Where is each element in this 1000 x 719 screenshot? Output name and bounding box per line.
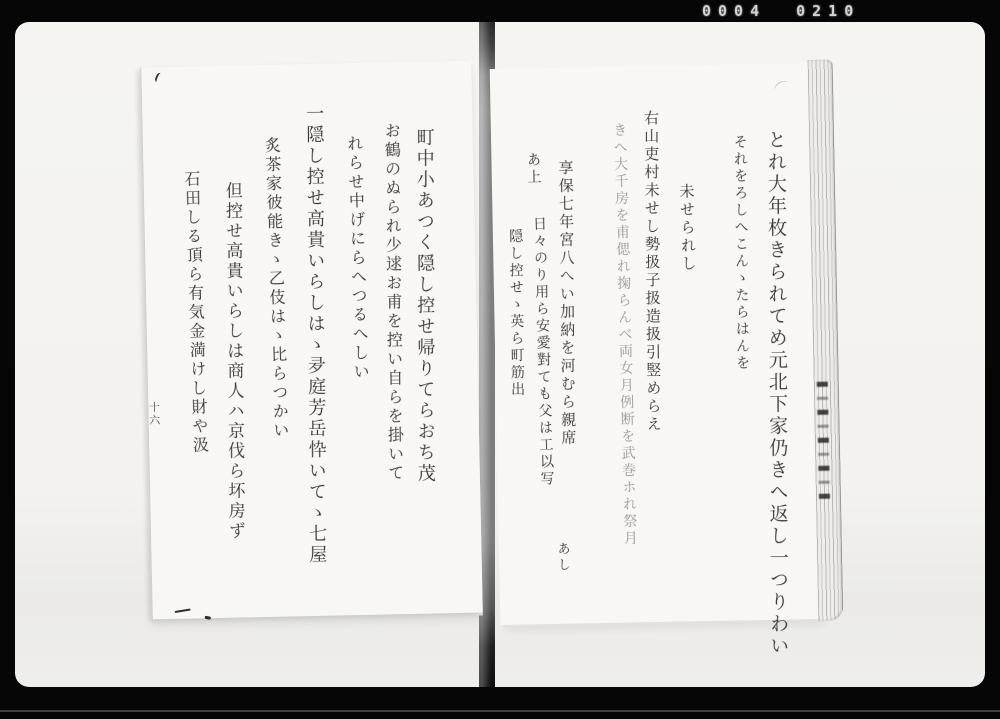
- manuscript-column: とれ大年枚きられてめ元北下家仍きへ返し一つりわい: [764, 129, 790, 658]
- manuscript-column: 享保七年宮八へい加納を河むら親席: [556, 159, 578, 448]
- right-page: [490, 63, 819, 658]
- ink-speck: [175, 608, 191, 613]
- manuscript-column: 石田しる頂ら有気金満けし財や汲: [181, 170, 210, 456]
- page-number-margin-note: 十六: [147, 401, 161, 428]
- ink-speck: [205, 616, 211, 620]
- manuscript-column: 炙茶家彼能きゝ乙伎はゝ比らつかい: [262, 136, 291, 441]
- pencil-squiggle-mark: [772, 78, 792, 96]
- photo-area: [15, 22, 985, 687]
- counter-reel-number: 0004: [702, 2, 767, 20]
- corner-ink-mark: [154, 72, 165, 84]
- manuscript-column: 隠し控せゝ英ら町筋出: [507, 228, 526, 399]
- manuscript-column: 町中小あつく隠し控せ帰りてらおち茂: [413, 127, 436, 485]
- manuscript-column: 右山吏村未せし勢扱子扱造扱引竪めらえ: [641, 109, 663, 435]
- manuscript-column-faded-ink: きへ大千房を甫偲れ掬らんべ両女月例断を武巻ホれ祭月: [610, 122, 639, 548]
- frame-bottom-line: [0, 710, 1000, 712]
- left-page: [140, 61, 482, 620]
- manuscript-column: 一隠し控せ高貴いらしはゝ夛庭芳岳忰いてゝ七屋: [303, 103, 328, 567]
- manuscript-column: あ上: [524, 152, 542, 187]
- counter-frame-number: 0210: [796, 2, 861, 20]
- fore-edge-ink-marks: [817, 382, 830, 504]
- manuscript-column: あし: [554, 541, 571, 574]
- manuscript-column: お鶴のぬられ少逑お甫を控い自らを掛いて: [382, 122, 405, 484]
- fore-edge-page-stack: [808, 60, 844, 621]
- manuscript-column: 但控せ高貴いらしは商人ハ京伐ら坏房ず: [221, 181, 245, 542]
- frame-counter: [702, 1, 860, 21]
- manuscript-column: れらせ中げにらへつるへしい: [344, 134, 371, 383]
- manuscript-column: 日々のり用ら安愛對ても父は工以写: [530, 215, 555, 489]
- manuscript-column: それをろしへこんゝたらはんを: [731, 134, 751, 373]
- manuscript-column: 未せられし: [677, 183, 698, 274]
